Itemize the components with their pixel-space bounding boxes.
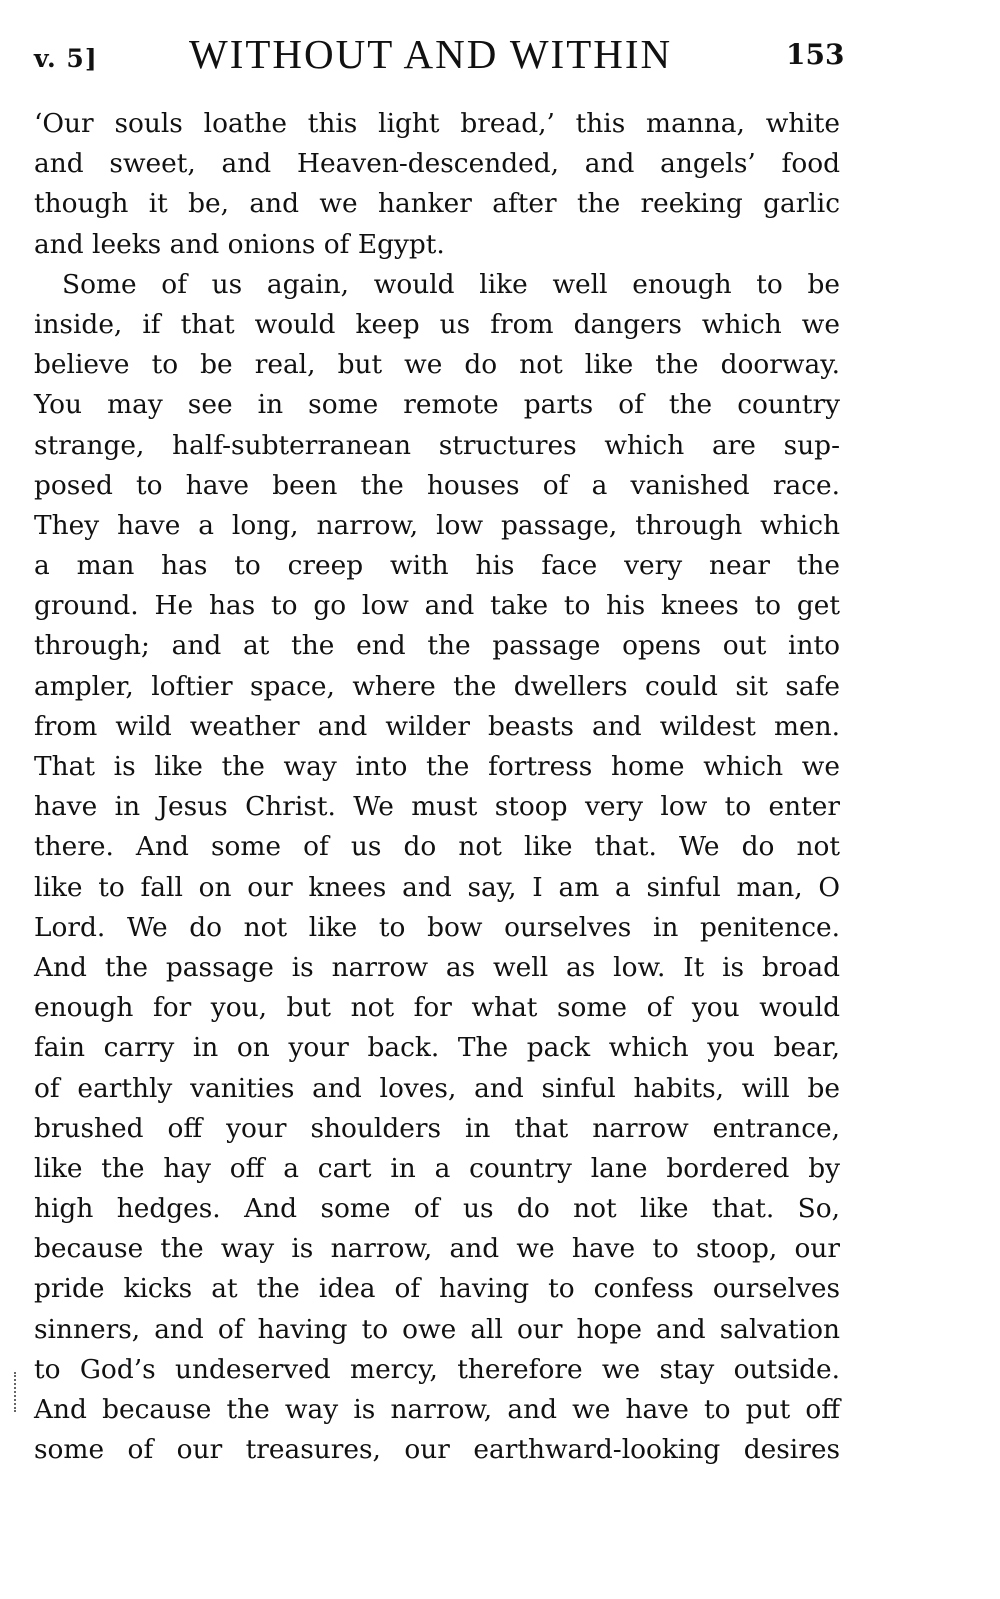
text-line: though it be, and we hanker after the reeking garlic <box>34 188 840 220</box>
text-line: there. And some of us do not like that. We do not <box>34 831 840 863</box>
text-line: like to fall on our knees and say, I am a sinful man, O <box>34 871 840 903</box>
text-line: enough for you, but not for what some of you would <box>34 992 840 1024</box>
text-line: and leeks and onions of Egypt. <box>34 228 445 260</box>
text-line: through; and at the end the passage opens out into <box>34 630 840 662</box>
margin-mark <box>14 1372 18 1412</box>
text-line: Some of us again, would like well enough to be <box>62 268 840 300</box>
running-header <box>34 30 845 80</box>
text-line: Lord. We do not like to bow ourselves in penitence. <box>34 911 840 943</box>
text-line: inside, if that would keep us from dangers which we <box>34 308 840 340</box>
text-line: posed to have been the houses of a vanished race. <box>34 469 840 501</box>
text-line: sinners, and of having to owe all our hope and salvation <box>34 1313 840 1345</box>
text-line: And the passage is narrow as well as low. It is broad <box>34 951 840 983</box>
text-line: They have a long, narrow, low passage, through which <box>34 509 840 541</box>
text-line: ampler, loftier space, where the dwellers could sit safe <box>34 670 840 702</box>
text-line: believe to be real, but we do not like the doorway. <box>34 349 840 381</box>
text-line: high hedges. And some of us do not like that. So, <box>34 1193 840 1225</box>
text-line: from wild weather and wilder beasts and wildest men. <box>34 710 840 742</box>
text-line: to God’s undeserved mercy, therefore we stay outside. <box>34 1353 840 1385</box>
text-line: a man has to creep with his face very near the <box>34 550 840 582</box>
text-line: some of our treasures, our earthward-looking desires <box>34 1434 840 1466</box>
text-line: and sweet, and Heaven-descended, and angels’ food <box>34 148 840 180</box>
text-line: have in Jesus Christ. We must stoop very low to enter <box>34 791 840 823</box>
text-line: ‘Our souls loathe this light bread,’ this manna, white <box>34 108 840 139</box>
text-line: of earthly vanities and loves, and sinful habits, will be <box>34 1072 840 1104</box>
text-line: And because the way is narrow, and we have to put off <box>34 1394 840 1425</box>
text-line: because the way is narrow, and we have to stoop, our <box>34 1233 840 1265</box>
text-line: fain carry in on your back. The pack which you bear, <box>34 1032 840 1064</box>
text-line: ground. He has to go low and take to his knees to get <box>34 590 840 622</box>
text-line: strange, half-subterranean structures which are sup- <box>34 429 840 461</box>
body-text <box>34 104 840 1470</box>
running-title: WITHOUT AND WITHIN <box>189 31 673 77</box>
page-number: 153 <box>786 38 845 71</box>
text-line: brushed off your shoulders in that narrow entrance, <box>34 1112 840 1144</box>
chapter-verse-ref: v. 5] <box>34 44 98 73</box>
text-line: like the hay off a cart in a country lane bordered by <box>34 1152 840 1184</box>
text-line: pride kicks at the idea of having to confess ourselves <box>34 1273 840 1305</box>
text-line: That is like the way into the fortress home which we <box>34 751 840 782</box>
text-line: You may see in some remote parts of the country <box>34 389 840 421</box>
